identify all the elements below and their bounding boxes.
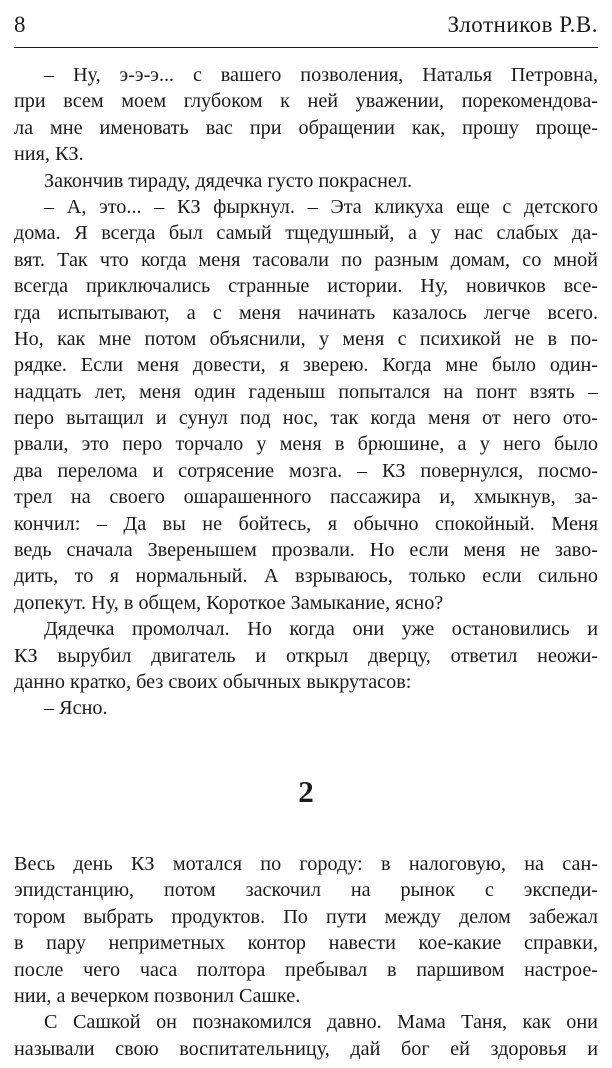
text-line: в пару неприметных контор навести кое-какие справки, (14, 932, 598, 955)
text-line: ния, КЗ. (14, 143, 84, 166)
text-line: – Ну, э-э-э... с вашего позволения, Наталья Петровна, (44, 64, 598, 86)
text-line: ведь сначала Зверенышем прозвали. Но если меня не заво- (14, 539, 598, 562)
text-line: дома. Я всегда был самый тщедушный, а у нас слабых да- (14, 222, 598, 245)
text-line: при всем моем глубоком к ней уважении, порекомендова- (14, 90, 598, 113)
text-section-2 (14, 851, 598, 1062)
text-line: гда испытывают, а с меня начинать казалось легче всего. (14, 301, 598, 324)
text-line: эпидстанцию, потом заскочил на рынок с экспеди- (14, 879, 598, 902)
text-line: перо вытащил и сунул под нос, так когда меня от него ото- (14, 407, 598, 430)
text-line: – Ясно. (44, 697, 108, 720)
text-line: надцать лет, меня один гаденыш попытался на понт взять – (14, 380, 598, 403)
text-line: Дядечка промолчал. Но когда они уже остановились и (44, 618, 598, 641)
text-line: – А, это... – КЗ фыркнул. – Эта кликуха еще с детского (44, 195, 598, 218)
text-line: всегда приключались странные истории. Ну, новичков все- (14, 275, 598, 298)
text-line: С Сашкой он познакомился давно. Мама Таня, как они (44, 1011, 598, 1034)
text-line: кончил: – Да вы не бойтесь, я обычно спокойный. Меня (14, 512, 598, 535)
text-line: рвали, это перо торчало у меня в брюшине, а у него было (14, 433, 598, 456)
text-line: вят. Так что когда меня тасовали по разным домам, со мной (14, 248, 598, 271)
chapter-heading: 2 (298, 774, 314, 809)
text-line: Весь день КЗ мотался по городу: в налоговую, на сан- (14, 853, 598, 875)
page-number: 8 (14, 12, 26, 37)
text-line: трел на своего ошарашенного пассажира и, хмыкнув, за- (14, 486, 598, 509)
text-line: ла мне именовать вас при обращении как, прошу проще- (14, 116, 598, 139)
text-line: Закончив тираду, дядечка густо покраснел. (44, 169, 412, 192)
text-line: после чего часа полтора пребывал в паршивом настрое- (14, 958, 598, 981)
text-line: нии, а вечерком позвонил Сашке. (14, 984, 301, 1007)
text-line: данно кратко, без своих обычных выкрутасов: (14, 670, 412, 693)
text-line: допекут. Ну, в общем, Короткое Замыкание, ясно? (14, 591, 444, 614)
text-line: Но, как мне потом объяснили, у меня с психикой не в по- (14, 327, 598, 350)
text-line: тором выбрать продуктов. По пути между делом забежал (14, 905, 598, 928)
running-header (14, 8, 598, 42)
text-section-1 (14, 62, 598, 722)
text-line: рядке. Если меня довести, я зверею. Когда мне было один- (14, 354, 598, 377)
header-rule (14, 47, 598, 48)
text-line: КЗ вырубил двигатель и открыл дверцу, ответил неожи- (14, 644, 598, 667)
author-name: Злотников Р.В. (447, 12, 598, 37)
text-line: два перелома и сотрясение мозга. – КЗ повернулся, посмо- (14, 459, 598, 482)
text-line: называли свою воспитательницу, дай бог ей здоровья и (14, 1037, 598, 1060)
text-line: дить, то я нормальный. А взрываюсь, только если сильно (14, 565, 598, 588)
